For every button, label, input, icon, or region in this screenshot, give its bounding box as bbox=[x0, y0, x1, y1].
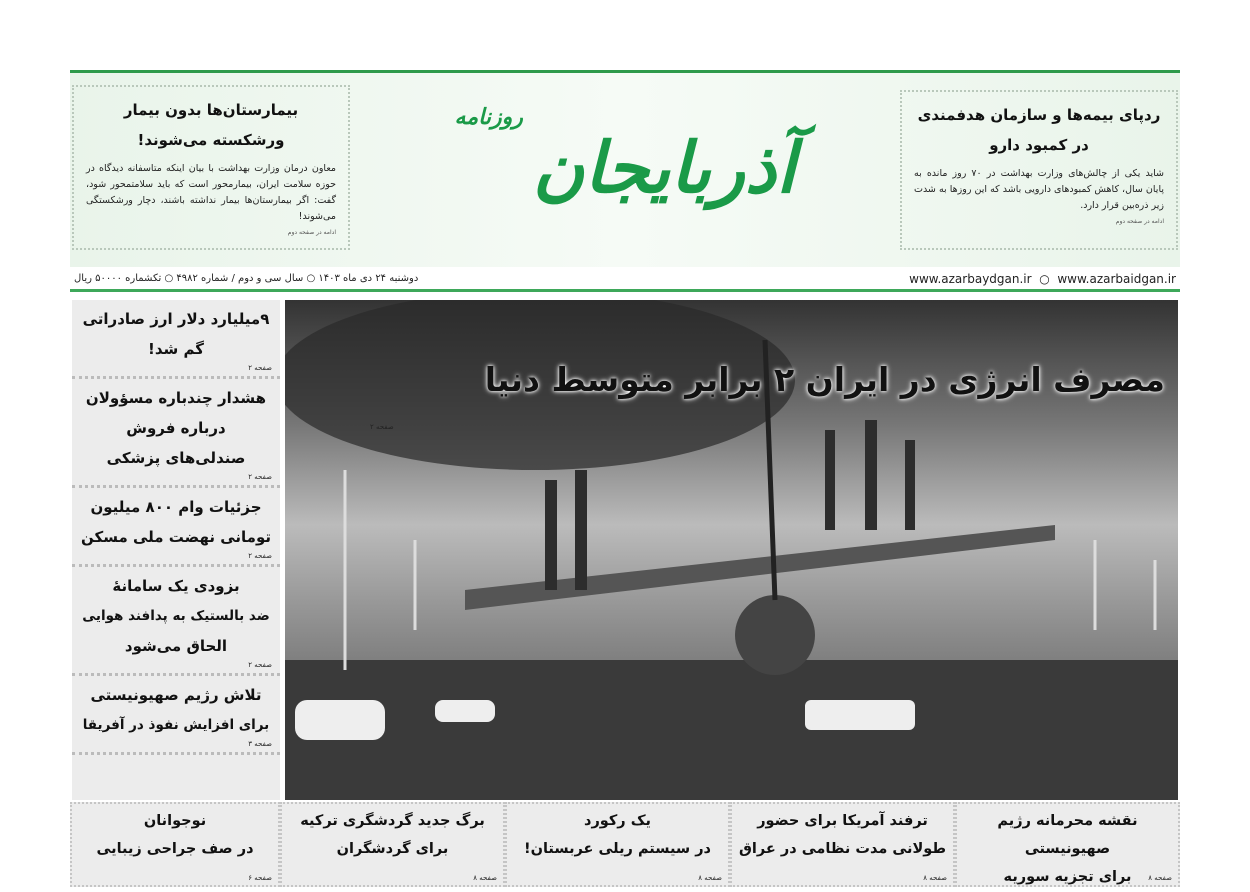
headline-line: تلاش رژیم صهیونیستی bbox=[90, 686, 262, 704]
headline-line: صندلی‌های پزشکی bbox=[106, 449, 246, 467]
headline-line: برای تجزیه سوریه bbox=[1003, 869, 1132, 885]
headline-line: جزئیات وام ۸۰۰ میلیون bbox=[90, 498, 262, 516]
headline-line: برای افزایش نفوذ در آفریقا bbox=[82, 717, 270, 733]
page-ref: صفحه ۸ bbox=[473, 874, 497, 882]
bottom-news-item[interactable] bbox=[955, 802, 1180, 887]
page-ref: صفحه ۲ bbox=[370, 423, 394, 431]
headline-line: تومانی نهضت ملی مسکن bbox=[81, 528, 271, 546]
continued-note: ادامه در صفحه دوم bbox=[287, 229, 336, 236]
headline-line: گم شد! bbox=[148, 340, 204, 358]
issue-info: دوشنبه ۲۴ دی ماه ۱۴۰۳ ○ سال سی و دوم / شماره ۴۹۸۲ ○ تکشماره ۵۰۰۰۰ ریال bbox=[74, 273, 419, 284]
headline-line: نقشه محرمانه رژیم صهیونیستی bbox=[997, 813, 1138, 857]
story-title: ورشکسته می‌شوند! bbox=[137, 131, 285, 149]
left-news-item[interactable] bbox=[72, 300, 280, 379]
page-ref: صفحه ۲ bbox=[248, 364, 272, 372]
logo-text: آذربایجان bbox=[532, 125, 796, 209]
left-news-item[interactable] bbox=[72, 379, 280, 488]
page-ref: صفحه ۶ bbox=[248, 874, 272, 882]
story-title: ردپای بیمه‌ها و سازمان هدفمندی bbox=[917, 106, 1161, 124]
website-link[interactable]: www.azarbaidgan.ir bbox=[1057, 271, 1176, 286]
headline-line: در صف جراحی زیبایی bbox=[96, 841, 254, 857]
continued-note: ادامه در صفحه دوم bbox=[1115, 218, 1164, 225]
website-link[interactable]: www.azarbaydgan.ir bbox=[909, 271, 1032, 286]
bottom-news-row bbox=[70, 802, 1180, 887]
page-ref: صفحه ۸ bbox=[923, 874, 947, 882]
headline-line: برای گردشگران bbox=[336, 841, 449, 857]
bottom-news-item[interactable] bbox=[730, 802, 955, 887]
headline-line: الحاق می‌شود bbox=[124, 637, 228, 655]
bottom-news-item[interactable] bbox=[280, 802, 505, 887]
headline-line: هشدار چندباره مسؤولان bbox=[85, 389, 267, 407]
page-ref: صفحه ۸ bbox=[698, 874, 722, 882]
bottom-news-item[interactable] bbox=[70, 802, 280, 887]
left-news-column bbox=[72, 300, 280, 800]
page-ref: صفحه ۲ bbox=[248, 661, 272, 669]
headline-line: در سیستم ریلی عربستان! bbox=[523, 841, 711, 857]
headline-line: ۹میلیارد دلار ارز صادراتی bbox=[82, 310, 270, 328]
page-ref: صفحه ۲ bbox=[248, 473, 272, 481]
headline-line: بزودی یک سامانهٔ bbox=[112, 577, 240, 595]
newspaper-logo bbox=[380, 75, 870, 260]
story-body: شاید یکی از چالش‌های وزارت بهداشت در ۷۰ روز مانده به پایان سال، کاهش کمبودهای دارویی باشد که این روزها به شدت زیر ذره‌بین قرار دارد. bbox=[914, 168, 1165, 211]
headline-line: برگ جدید گردشگری ترکیه bbox=[300, 813, 485, 829]
left-news-item[interactable] bbox=[72, 488, 280, 567]
headline-line: طولانی مدت نظامی در عراق bbox=[738, 841, 947, 857]
top-left-story[interactable] bbox=[72, 85, 350, 250]
logo-subtext: روزنامه bbox=[454, 105, 523, 130]
lead-headline[interactable]: مصرف انرژی در ایران ۲ برابر متوسط دنیا bbox=[484, 360, 1165, 399]
page-ref: صفحه ۲ bbox=[248, 552, 272, 560]
story-body: معاون درمان وزارت بهداشت با بیان اینکه متاسفانه دیدگاه در حوزه سلامت ایران، بیمارمحور است که باید سلامتمحور شود، گفت: اگر بیمارستان‌ها بیمار نداشته باشند، دچار ورشکستگی می‌شوند! bbox=[86, 163, 336, 222]
headline-line: درباره فروش bbox=[126, 419, 226, 437]
headline-line: ترفند آمریکا برای حضور bbox=[757, 813, 928, 829]
dateline-bar bbox=[70, 268, 1180, 292]
page-ref: صفحه ۳ bbox=[248, 740, 272, 748]
story-title: بیمارستان‌ها بدون بیمار bbox=[123, 101, 299, 119]
page-ref: صفحه ۸ bbox=[1148, 874, 1172, 882]
left-news-item[interactable] bbox=[72, 676, 280, 755]
story-title: در کمبود دارو bbox=[989, 136, 1089, 154]
headline-line: یک رکورد bbox=[584, 813, 651, 829]
top-right-story[interactable] bbox=[900, 90, 1178, 250]
left-news-item[interactable] bbox=[72, 567, 280, 676]
headline-line: نوجوانان bbox=[143, 813, 207, 829]
headline-line: ضد بالستیک به پدافند هوایی bbox=[82, 608, 270, 624]
bottom-news-item[interactable] bbox=[505, 802, 730, 887]
websites: www.azarbaydgan.ir ○ www.azarbaidgan.ir bbox=[909, 271, 1176, 286]
